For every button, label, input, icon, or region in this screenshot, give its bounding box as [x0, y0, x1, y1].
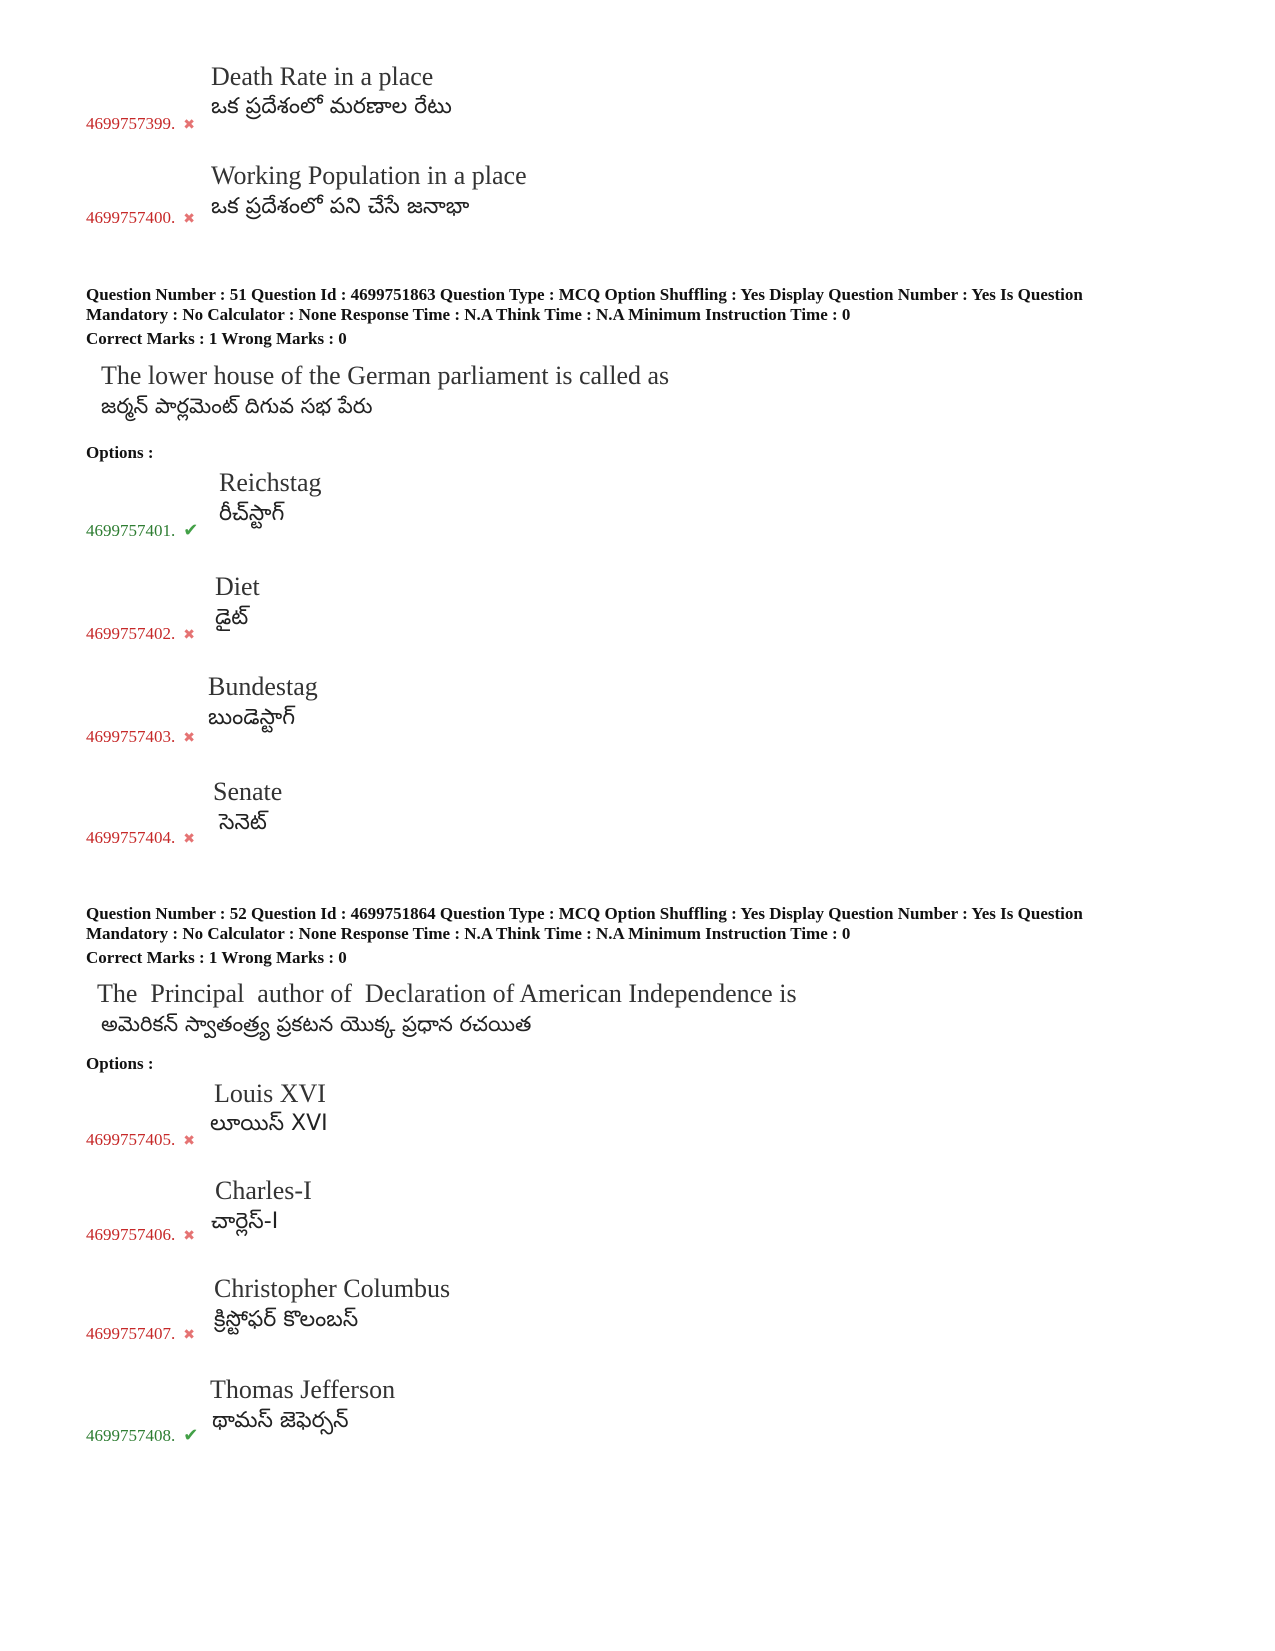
options-label: Options : — [86, 443, 154, 462]
option-id — [86, 208, 195, 228]
option-id — [86, 1130, 195, 1150]
question-text-te: అమెరికన్ స్వాతంత్ర్య ప్రకటన యొక్క ప్రధాన రచయిత — [101, 1012, 532, 1036]
option-id — [86, 828, 195, 848]
cross-icon: ✖ — [183, 628, 195, 643]
option-text-en: Christopher Columbus — [214, 1274, 451, 1303]
option-text-en: Diet — [215, 572, 260, 601]
option-number: 4699757403. — [86, 727, 176, 746]
option-number: 4699757407. — [86, 1324, 176, 1343]
cross-icon: ✖ — [183, 118, 195, 133]
option-id — [86, 1324, 195, 1344]
option-text-te: రీచ్‌స్టాగ్ — [219, 501, 285, 526]
option-text-en: Charles-I — [215, 1176, 312, 1205]
option-text-te: క్రిస్టోఫర్ కొలంబస్ — [214, 1307, 359, 1332]
option-text-te: లూయిస్ XVI — [210, 1111, 328, 1136]
option-id — [86, 114, 195, 134]
check-icon: ✔ — [183, 520, 199, 540]
question-meta-line1: Question Number : 52 Question Id : 4699751864 Question Type : MCQ Option Shuffling : Yes Display Question Number : Yes Is Question — [86, 904, 1083, 923]
cross-icon: ✖ — [183, 1134, 195, 1149]
option-id — [86, 1425, 198, 1446]
cross-icon: ✖ — [183, 1328, 195, 1343]
question-meta-line2: Mandatory : No Calculator : None Response Time : N.A Think Time : N.A Minimum Instruction Time : 0 — [86, 924, 851, 943]
option-text-te: డైట్ — [215, 605, 249, 630]
option-text-te: ఒక ప్రదేశంలో మరణాల రేటు — [211, 94, 452, 119]
cross-icon: ✖ — [183, 1229, 195, 1244]
check-icon: ✔ — [183, 1425, 199, 1445]
option-text-en: Working Population in a place — [211, 161, 527, 190]
options-label: Options : — [86, 1054, 154, 1073]
option-text-en: Bundestag — [208, 672, 318, 701]
option-text-en: Louis XVI — [214, 1079, 326, 1108]
option-number: 4699757402. — [86, 624, 176, 643]
question-text-en: The lower house of the German parliament is called as — [101, 361, 670, 390]
option-number: 4699757399. — [86, 114, 176, 133]
option-text-te: సెనెట్ — [219, 810, 267, 835]
option-number: 4699757404. — [86, 828, 176, 847]
option-text-te: ఒక ప్రదేశంలో పని చేసే జనాభా — [211, 194, 470, 219]
cross-icon: ✖ — [183, 832, 195, 847]
option-text-en: Reichstag — [219, 468, 322, 497]
option-id — [86, 727, 195, 747]
option-number: 4699757406. — [86, 1225, 176, 1244]
cross-icon: ✖ — [183, 212, 195, 227]
option-id — [86, 624, 195, 644]
option-text-te: థామస్ జెఫెర్సన్ — [212, 1408, 349, 1433]
option-number: 4699757401. — [86, 521, 176, 540]
option-text-en: Thomas Jefferson — [210, 1375, 396, 1404]
option-id — [86, 1225, 195, 1245]
question-marks: Correct Marks : 1 Wrong Marks : 0 — [86, 329, 347, 348]
question-text-en: The Principal author of Declaration of American Independence is — [97, 979, 797, 1008]
option-text-en: Senate — [213, 777, 283, 806]
question-text-te: జర్మన్ పార్లమెంట్ దిగువ సభ పేరు — [101, 394, 373, 418]
question-meta-line1: Question Number : 51 Question Id : 4699751863 Question Type : MCQ Option Shuffling : Yes Display Question Number : Yes Is Question — [86, 285, 1083, 304]
question-meta-line2: Mandatory : No Calculator : None Response Time : N.A Think Time : N.A Minimum Instruction Time : 0 — [86, 305, 851, 324]
option-number: 4699757405. — [86, 1130, 176, 1149]
option-text-en: Death Rate in a place — [211, 62, 434, 91]
question-marks: Correct Marks : 1 Wrong Marks : 0 — [86, 948, 347, 967]
option-text-te: బుండెస్టాగ్ — [208, 705, 296, 730]
option-number: 4699757400. — [86, 208, 176, 227]
option-text-te: చార్లెస్-I — [211, 1209, 279, 1234]
cross-icon: ✖ — [183, 731, 195, 746]
option-id — [86, 520, 198, 541]
option-number: 4699757408. — [86, 1426, 176, 1445]
